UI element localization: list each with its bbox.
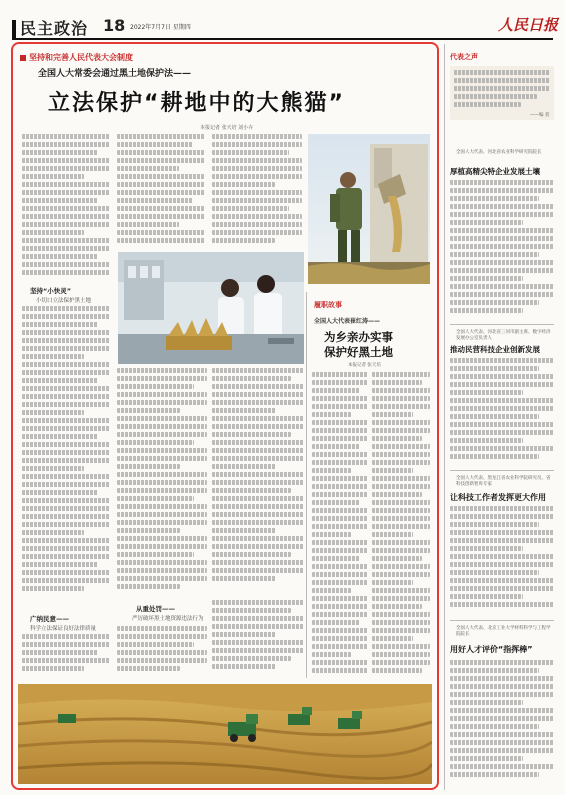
story-column-1	[312, 372, 368, 678]
sidebar-rule-1	[450, 324, 554, 325]
text-column-3c	[212, 368, 304, 596]
sidebar-item-3-body	[450, 506, 554, 616]
editor-note-text	[454, 70, 550, 110]
story-column-2	[372, 372, 430, 678]
sidebar-item-4-body	[450, 660, 554, 786]
sidebar-item-1-body	[450, 180, 554, 320]
story-headline-1: 为乡亲办实事	[324, 330, 393, 344]
story-kicker: 履职故事	[314, 301, 342, 309]
masthead-rule	[12, 38, 553, 40]
story-subhead: 全国人大代表崔红涛——	[314, 318, 381, 325]
sidebar-item-4-headline: 用好人才评价“指挥棒”	[450, 645, 533, 654]
editor-sign: ——编 者	[530, 113, 550, 118]
feature-kicker	[20, 52, 133, 63]
story-divider	[306, 292, 307, 678]
sidebar-item-2-intro: 全国人大代表、河北省三河市副主席、数字经济发展办公室负责人	[456, 330, 551, 341]
page-number: 18	[103, 16, 126, 35]
text-column-2b	[117, 368, 207, 596]
section1-subtitle: 小切口立法保护黑土地	[36, 298, 92, 304]
newspaper-logo: 人民日报	[498, 16, 559, 34]
sidebar-item-3-headline: 让科技工作者发挥更大作用	[450, 493, 546, 502]
section3-subtitle: 严厉破坏黑土地资源违法行为	[132, 616, 204, 622]
farmer-photo	[308, 134, 430, 284]
section-name: 民主政治	[20, 19, 89, 38]
feature-subhead: 全国人大常委会通过黑土地保护法——	[38, 69, 192, 79]
section2-subtitle: 科学立法保证良好法律质量	[30, 626, 97, 632]
issue-date: 2022年7月7日 星期四	[130, 24, 191, 31]
story-byline: 本报记者 张天培	[348, 363, 381, 368]
section1-title: 坚持“小快灵”	[30, 287, 72, 295]
sidebar-item-1-headline: 厚植高精尖特企业发展土壤	[450, 167, 540, 176]
feature-kicker-text: 坚持和完善人民代表大会制度	[29, 53, 133, 62]
text-column-1c	[22, 634, 110, 678]
text-column-1	[22, 134, 110, 284]
sidebar-item-4-intro: 全国人大代表、北京工业大学材料科学与工程学院院长	[456, 626, 551, 637]
text-column-2	[117, 134, 205, 252]
text-column-2c	[117, 626, 207, 678]
text-column-3	[212, 134, 302, 252]
sidebar-item-2-headline: 推动民营科技企业创新发展	[450, 345, 540, 354]
sidebar-rule-2	[450, 470, 554, 471]
sidebar-item-2-body	[450, 358, 554, 466]
section3-title: 从重处罚——	[136, 605, 175, 613]
feature-byline: 本报记者 张天培 刘小卉	[200, 125, 254, 131]
sidebar-rule-3	[450, 620, 554, 621]
sidebar-kicker: 代表之声	[450, 53, 478, 61]
feature-headline: 立法保护“耕地中的大熊猫”	[48, 91, 345, 116]
sidebar-divider	[444, 44, 445, 790]
story-headline-2: 保护好黑土地	[324, 345, 393, 359]
lab-photo	[118, 252, 304, 364]
kicker-marker-icon	[20, 55, 26, 61]
section2-title: 广纳民意——	[30, 615, 69, 623]
text-column-3d	[212, 600, 304, 678]
masthead-bar	[12, 20, 16, 38]
text-column-1b	[22, 306, 110, 612]
sidebar-item-1-intro: 全国人大代表、河北省农业科学研究院院长	[456, 150, 542, 155]
harvest-photo	[18, 684, 432, 784]
sidebar-item-3-intro: 全国人大代表、黑龙江省农业科学院研究员、省科技创新智库专家	[456, 476, 551, 487]
